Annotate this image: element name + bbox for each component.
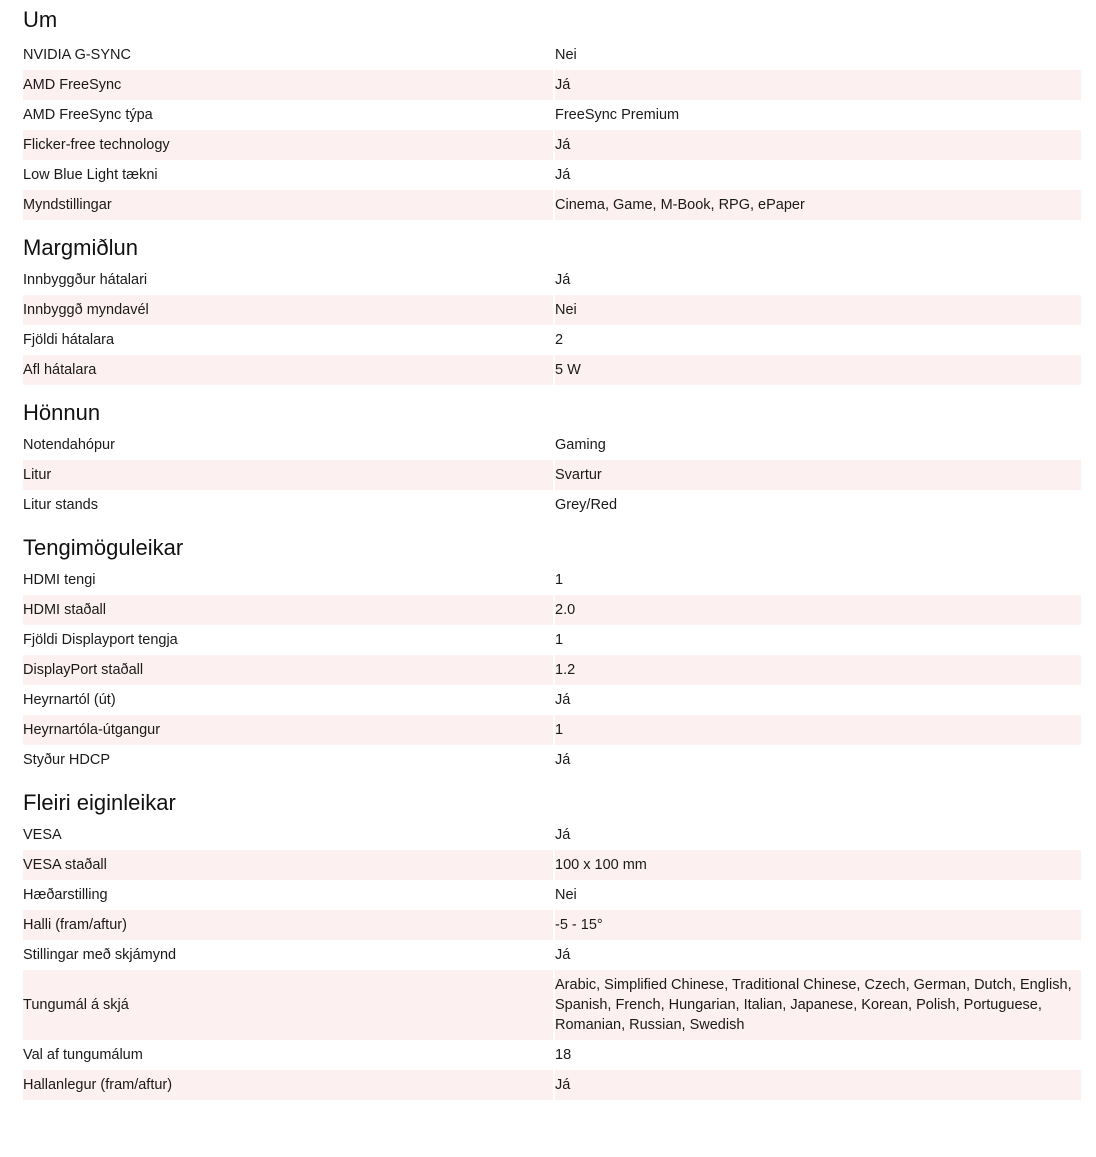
spec-label: Flicker-free technology [23, 130, 555, 160]
spec-label: Litur stands [23, 490, 555, 520]
table-row [23, 715, 1081, 745]
spec-table [23, 565, 1081, 775]
spec-label: Hæðarstilling [23, 880, 555, 910]
spec-value: Nei [555, 887, 577, 903]
section-fleiri-eiginleikar [23, 780, 1081, 1100]
section-title: Um [23, 7, 58, 32]
spec-value: Gaming [555, 437, 606, 453]
spec-label: Tungumál á skjá [23, 970, 555, 1040]
spec-table [23, 820, 1081, 1100]
table-row [23, 565, 1081, 595]
section-margmidlun [23, 225, 1081, 385]
section-title: Tengimöguleikar [23, 535, 184, 560]
spec-value: -5 - 15° [555, 910, 1081, 940]
table-row [23, 40, 1081, 70]
table-row [23, 265, 1081, 295]
table-row [23, 655, 1081, 685]
table-row [23, 1040, 1081, 1070]
spec-value: 1 [555, 715, 1081, 745]
spec-label: HDMI tengi [23, 565, 555, 595]
spec-value: Já [555, 752, 571, 768]
spec-value: 1 [555, 632, 564, 648]
table-row [23, 430, 1081, 460]
spec-label: Heyrnartóla-útgangur [23, 715, 555, 745]
table-row [23, 100, 1081, 130]
table-row [23, 850, 1081, 880]
spec-value: Já [555, 1070, 1081, 1100]
section-title: Margmiðlun [23, 235, 138, 260]
spec-label: NVIDIA G-SYNC [23, 40, 555, 70]
spec-value: Nei [555, 47, 577, 63]
spec-label: Hallanlegur (fram/aftur) [23, 1070, 555, 1100]
section-title: Hönnun [23, 400, 101, 425]
spec-value: 18 [555, 1047, 572, 1063]
table-row [23, 910, 1081, 940]
spec-value: Já [555, 272, 571, 288]
spec-value: FreeSync Premium [555, 107, 680, 123]
spec-value: 1.2 [555, 655, 1081, 685]
spec-table [23, 265, 1081, 385]
spec-value: Já [555, 827, 571, 843]
table-row [23, 625, 1081, 655]
spec-label: Innbyggður hátalari [23, 265, 555, 295]
spec-label: Afl hátalara [23, 355, 555, 385]
spec-label: Myndstillingar [23, 190, 555, 220]
table-row [23, 160, 1081, 190]
table-row [23, 685, 1081, 715]
table-row [23, 940, 1081, 970]
table-row [23, 745, 1081, 775]
table-row [23, 880, 1081, 910]
table-row [23, 820, 1081, 850]
spec-value: Nei [555, 295, 1081, 325]
spec-label: AMD FreeSync týpa [23, 100, 555, 130]
table-row [23, 190, 1081, 220]
spec-value: Svartur [555, 460, 1081, 490]
spec-label: Litur [23, 460, 555, 490]
spec-value: Já [555, 130, 1081, 160]
section-um [23, 0, 1081, 220]
spec-table [23, 40, 1081, 220]
spec-value: 100 x 100 mm [555, 850, 1081, 880]
spec-label: Fjöldi Displayport tengja [23, 625, 555, 655]
spec-label: Low Blue Light tækni [23, 160, 555, 190]
spec-label: Notendahópur [23, 430, 555, 460]
table-row [23, 70, 1081, 100]
spec-label: Innbyggð myndavél [23, 295, 555, 325]
spec-label: Styður HDCP [23, 745, 555, 775]
table-row [23, 295, 1081, 325]
spec-label: Heyrnartól (út) [23, 685, 555, 715]
spec-value: Já [555, 692, 571, 708]
spec-label: VESA staðall [23, 850, 555, 880]
table-row [23, 595, 1081, 625]
table-row [23, 325, 1081, 355]
spec-label: DisplayPort staðall [23, 655, 555, 685]
spec-label: AMD FreeSync [23, 70, 555, 100]
spec-value: Cinema, Game, M-Book, RPG, ePaper [555, 190, 1081, 220]
spec-label: Halli (fram/aftur) [23, 910, 555, 940]
section-title: Fleiri eiginleikar [23, 790, 176, 815]
spec-label: VESA [23, 820, 555, 850]
spec-label: HDMI staðall [23, 595, 555, 625]
spec-value: 2.0 [555, 595, 1081, 625]
table-row [23, 1070, 1081, 1100]
spec-value: Já [555, 167, 571, 183]
table-row [23, 130, 1081, 160]
spec-table [23, 430, 1081, 520]
spec-value: 2 [555, 332, 564, 348]
spec-value: 5 W [555, 355, 1081, 385]
section-tengimoguleikar [23, 525, 1081, 775]
spec-label: Val af tungumálum [23, 1040, 555, 1070]
spec-label: Fjöldi hátalara [23, 325, 555, 355]
spec-value: Grey/Red [555, 497, 618, 513]
spec-value: Já [555, 947, 571, 963]
table-row [23, 970, 1081, 1040]
section-honnun [23, 390, 1081, 520]
table-row [23, 490, 1081, 520]
table-row [23, 460, 1081, 490]
spec-value: Arabic, Simplified Chinese, Traditional Chinese, Czech, German, Dutch, English, Spanish, French, Hungarian, Italian, Japanese, Korean, Polish, Portuguese, Romanian, Russian, Swedish [555, 970, 1081, 1040]
spec-value: 1 [555, 572, 564, 588]
spec-label: Stillingar með skjámynd [23, 940, 555, 970]
table-row [23, 355, 1081, 385]
spec-value: Já [555, 70, 1081, 100]
